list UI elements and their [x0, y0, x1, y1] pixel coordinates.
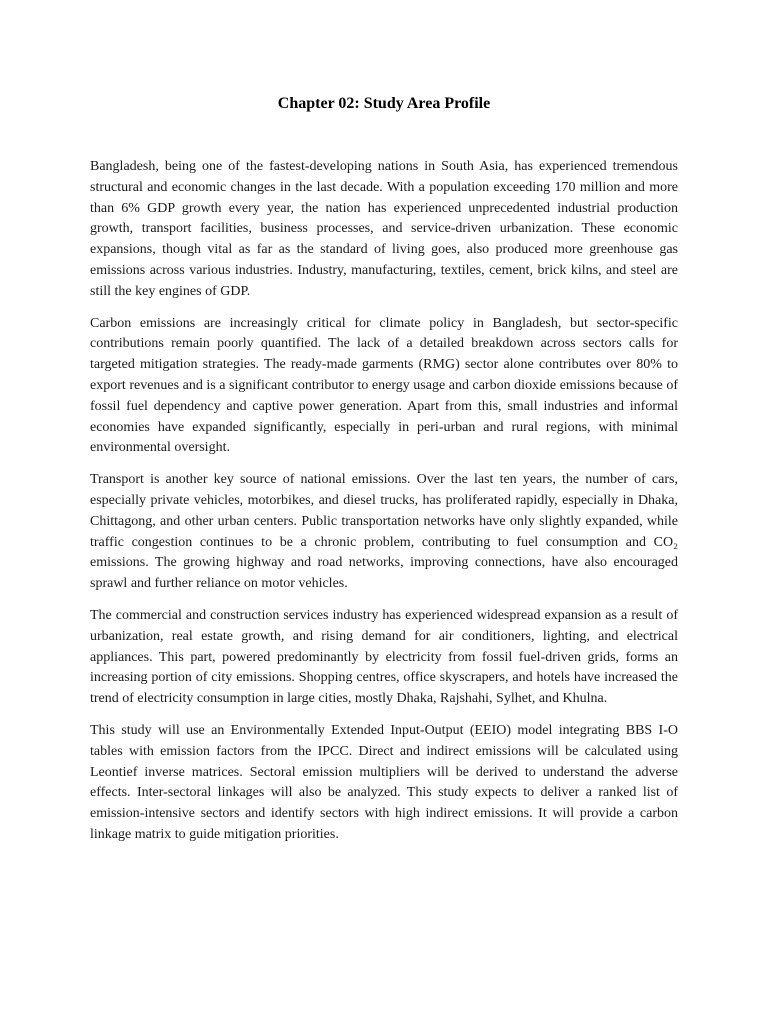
- paragraph-commercial-construction: The commercial and construction services industry has experienced widespread expansion as a result of urbanization, real estate growth, and rising demand for air conditioners, lighting, and electrical appliances. This part, powered predominantly by electricity from fossil fuel-driven grids, forms an increasing portion of city emissions. Shopping centres, office skyscrapers, and hotels have increased the trend of electricity consumption in large cities, mostly Dhaka, Rajshahi, Sylhet, and Khulna.: [90, 607, 678, 707]
- chapter-title: Chapter 02: Study Area Profile: [277, 95, 491, 112]
- paragraph-study-method: This study will use an Environmentally Extended Input-Output (EEIO) model integrating BBS I-O tables with emission factors from the IPCC. Direct and indirect emissions will be calculated using Leontief inverse matrices. Sectoral emission multipliers will be derived to understand the adverse effects. Inter-sectoral linkages will also be analyzed. This study expects to deliver a ranked list of emission-intensive sectors and identify sectors with high indirect emissions. It will provide a carbon linkage matrix to guide mitigation priorities.: [90, 722, 678, 842]
- paragraph-carbon-emissions: Carbon emissions are increasingly critical for climate policy in Bangladesh, but sector-specific contributions remain poorly quantified. The lack of a detailed breakdown across sectors calls for targeted mitigation strategies. The ready-made garments (RMG) sector alone contributes over 80% to export revenues and is a significant contributor to energy usage and carbon dioxide emissions because of fossil fuel dependency and captive power generation. Apart from this, small industries and informal economies have expanded significantly, especially in peri-urban and rural regions, with minimal environmental oversight.: [90, 315, 678, 456]
- paragraph-bangladesh-growth: Bangladesh, being one of the fastest-developing nations in South Asia, has experienced tremendous structural and economic changes in the last decade. With a population exceeding 170 million and more than 6% GDP growth every year, the nation has experienced unprecedented industrial production growth, transport facilities, business processes, and service-driven urbanization. These economic expansions, though vital as far as the standard of living goes, also produced more greenhouse gas emissions across various industries. Industry, manufacturing, textiles, cement, brick kilns, and steel are still the key engines of GDP.: [90, 159, 678, 299]
- paragraph-transport: Transport is another key source of national emissions. Over the last ten years, the number of cars, especially private vehicles, motorbikes, and diesel trucks, has proliferated rapidly, especially in Dhaka, Chittagong, and other urban centers. Public transportation networks have only slightly expanded, while traffic congestion continues to be a chronic problem, contributing to fuel consumption and CO₂ emissions. The growing highway and road networks, improving connections, have also encouraged sprawl and further reliance on motor vehicles.: [90, 472, 678, 592]
- document-body: [90, 157, 678, 857]
